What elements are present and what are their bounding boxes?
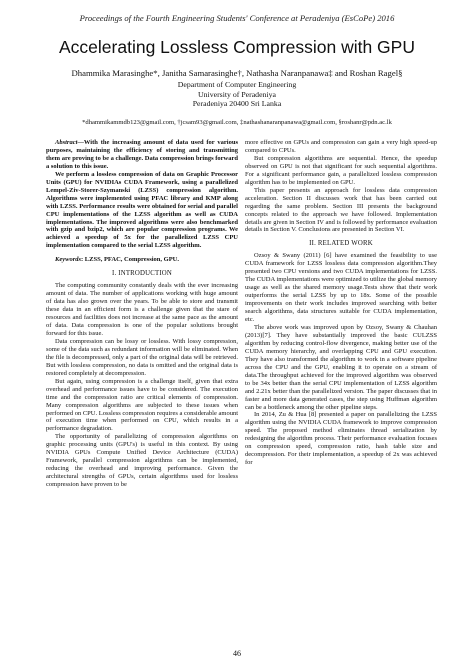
abstract-label: Abstract bbox=[55, 139, 78, 146]
author-emails: *dhammikammdb123@gmail.com, †jcsam93@gmail.com, ‡nathashanaranpanawa@gmail.com, §roshanr@pdn.ac.lk bbox=[82, 119, 392, 126]
keywords bbox=[46, 256, 238, 264]
affiliation-university: University of Peradeniya bbox=[198, 89, 276, 99]
intro-paragraph-4: The opportunity of parallelizing of compression algorithms on graphic processing units (GPU's) is useful in this context. By using NVIDIA GPUs Compute Unified Device Architecture (CUDA) Framework, parallel compression algorithms can be implemented, reducing the overhead and improving performance. Given the architectural strengths of GPUs, certain algorithms used for lossless compression have proven to be bbox=[46, 433, 238, 489]
abstract-paragraph bbox=[46, 139, 238, 171]
paper-title: Accelerating Lossless Compression with GPU bbox=[59, 37, 415, 57]
intro-continuation: more effective on GPUs and compression can gain a very high speed-up compared to CPUs. bbox=[245, 139, 437, 154]
related-work-paragraph-3: In 2014, Zu & Hua [8] presented a paper on parallelizing the LZSS algorithm using the NVIDIA CUDA framework to improve compression speed. The proposed method eliminates thread serialization by redesigning the algorithm process. Their performance evaluation focuses on compression speed, compression ratio, hash table size and decompression. For their implementation, a speedup of 2x was achieved for bbox=[245, 411, 437, 467]
intro-paragraph-3: But again, using compression is a challenge itself, given that extra overhead and performance issues have to be considered. The execution time and the compression ratio are critical elements of compression. Many compression algorithms are subjected to these issues when performed on CPU. Lossless compression requires a considerable amount of execution time when performed on CPU, which results in a performance degradation. bbox=[46, 377, 238, 433]
affiliation bbox=[0, 80, 474, 109]
right-column bbox=[245, 139, 437, 467]
left-column bbox=[46, 139, 238, 489]
intro-paragraph-5: But compression algorithms are sequential. Hence, the speedup observed on GPU is not that significant for such sequential algorithms. For a significant performance gain, a parallelized lossless compression algorithm has to be implemented on GPU. bbox=[245, 154, 437, 186]
page-number: 46 bbox=[233, 649, 241, 658]
intro-paragraph-1: The computing community constantly deals with the ever increasing amount of data. The number of applications working with huge amount of data has also grown over the years. To be able to store and transmit these data in an efficient form is a challenge given that the stare of resources and facilities does not increase at the same pace as the amount of data. Data compression is one of the popular solutions brought forward for this issue. bbox=[46, 282, 238, 337]
abstract-paragraph-2: We perform a lossless compression of data on Graphic Processor Units (GPU) for NVIDIAs CUDA Framework, using a parallelized Lempel-Ziv-Storer-Szymanski (LZSS) compression algorithm. Algorithms were implemented using PFAC library and KMP along with LZSS. Performance results were obtained for serial and parallel CPU implementations of the LZSS algorithm as well as CUDA implementations. The improved algorithms were also benchmarked with gzip and bzip2, which are popular compression programs. We achieved a speedup of 5x for the parallelized LZSS CPU implementation compared to the serial LZSS algorithm. bbox=[46, 170, 238, 250]
keywords-label: Keywords bbox=[55, 256, 81, 264]
author-list: Dhammika Marasinghe*, Janitha Samarasinghe†, Nathasha Naranpanawa‡ and Roshan Ragel§ bbox=[71, 68, 403, 78]
section-heading-introduction: I. INTRODUCTION bbox=[111, 270, 172, 278]
related-work-paragraph-2: The above work was improved upon by Ozsoy, Swany & Chauhan (2013)[7]. They have substantially improved the basic CULZSS algorithm by reducing control-flow divergence, making better use of the CUDA memory hierarchy, and overlapping CPU and GPU execution. They have also transformed the algorithm to work in a software pipeline across the CPU and the GPU, enabling it to operate on a stream of data.The throughput achieved for the improved algorithm was observed to be 34x better than the serial CPU implementation of LZSS algorithm and 2.21x better than the parallelized version. The paper discusses that in faster and more data generated cases, the step using Huffman algorithm can be a bottleneck among the other pipeline steps. bbox=[245, 323, 437, 411]
intro-paragraph-2: Data compression can be lossy or lossless. With lossy compression, some of the data such as redundant information will be eliminated. When the file is decompressed, only a part of the original data will be retrieved. But with lossless compression, no data is omitted and the original data is restored completely at decompression. bbox=[46, 337, 238, 377]
affiliation-department: Department of Computer Engineering bbox=[177, 80, 297, 89]
related-work-paragraph-1: Ozsoy & Swany (2011) [6] have examined the feasibility to use CUDA framework for LZSS lossless data compression algorithm.They presented two CPU versions and two CUDA implementations for LZSS. The CUDA implementations were optimized to utilize the global memory usage as well as the shared memory usage.Tests show that their work outperforms the serial LZSS by up to 18x. Some of the possible improvements on their work includes improved searching with better search algorithms, data structures suitable for CUDA implementation, etc. bbox=[245, 252, 437, 324]
section-heading-related-work: II. RELATED WORK bbox=[309, 240, 373, 248]
abstract-text: —With the increasing amount of data used for various purposes, maintaining the efficiency of storing and transmitting them are proving to be a challenge. Data compression brings forward a solution to this issue. bbox=[46, 139, 238, 170]
proceedings-header: Proceedings of the Fourth Engineering Students' Conference at Peradeniya (EsCoPe) 2016 bbox=[79, 13, 395, 23]
affiliation-address: Peradeniya 20400 Sri Lanka bbox=[192, 99, 282, 109]
intro-paragraph-6: This paper presents an approach for lossless data compression acceleration. Section II discusses work that has been carried out regarding the same problem. Section III presents the background concepts related to the approach we have followed. Implementation details are given in Section IV and is followed by performance evaluation details in Section V. Conclusions are presented in Section VI. bbox=[245, 186, 437, 234]
keywords-text: : LZSS, PFAC, Compression, GPU. bbox=[81, 256, 179, 264]
